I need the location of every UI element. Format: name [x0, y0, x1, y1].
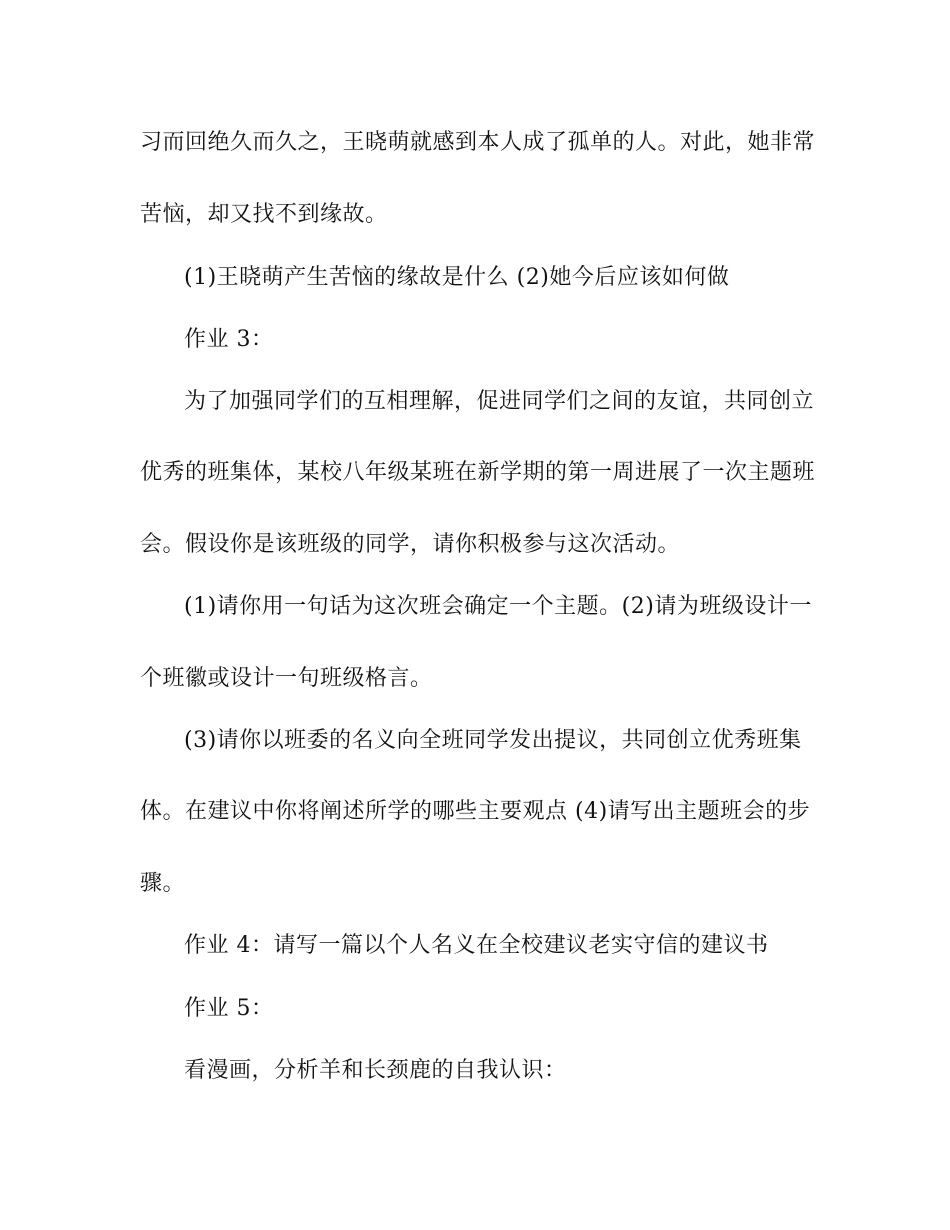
text-line: (1)请你用一句话为这次班会确定一个主题。(2)请为班级设计一: [184, 594, 812, 619]
text-line: 个班徽或设计一句班级格言。: [140, 666, 433, 691]
text-line: 会。假设你是该班级的同学，请你积极参与这次活动。: [140, 532, 681, 557]
text-line: (3)请你以班委的名义向全班同学发出提议，共同创立优秀班集: [184, 728, 802, 753]
section-heading: 作业 5：: [184, 996, 274, 1021]
text-line: 体。在建议中你将阐述所学的哪些主要观点 (4)请写出主题班会的步: [140, 799, 811, 824]
text-line: 优秀的班集体，某校八年级某班在新学期的第一周进展了一次主题班: [140, 460, 816, 485]
text-line: 骤。: [140, 871, 186, 896]
text-line: 看漫画，分析羊和长颈鹿的自我认识：: [184, 1058, 567, 1083]
text-line: 为了加强同学们的互相理解，促进同学们之间的友谊，共同创立: [184, 389, 815, 414]
text-line: 苦恼，却又找不到缘故。: [140, 202, 388, 227]
section-heading: 作业 3：: [184, 327, 274, 352]
text-line: 习而回绝久而久之，王晓萌就感到本人成了孤单的人。对此，她非常: [140, 130, 816, 155]
section-heading: 作业 4：请写一篇以个人名义在全校建议老实守信的建议书: [184, 933, 769, 958]
text-line: (1)王晓萌产生苦恼的缘故是什么 (2)她今后应该如何做: [184, 265, 730, 290]
